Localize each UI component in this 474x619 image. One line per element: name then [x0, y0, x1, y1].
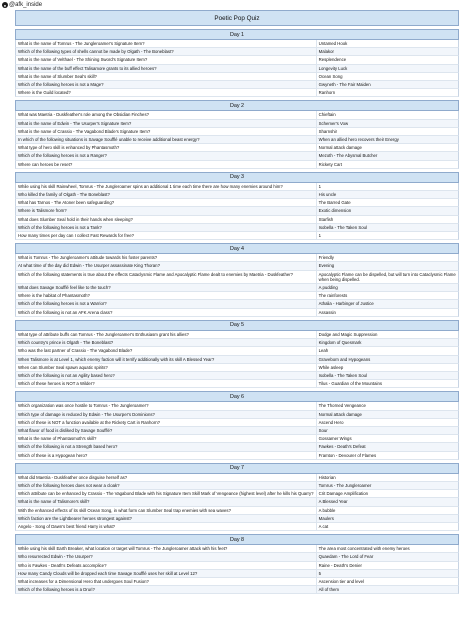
answer-cell: Athalia - Harbinger of Justice — [316, 300, 458, 307]
day-section — [15, 243, 459, 317]
table-row — [15, 183, 459, 191]
table-row — [15, 81, 459, 89]
answer-cell: Sharnshir — [316, 128, 458, 135]
table-row — [15, 553, 459, 561]
answer-cell: All of them — [316, 586, 458, 593]
table-row — [15, 89, 459, 97]
table-row — [15, 443, 459, 451]
answer-cell: Chieftain — [316, 111, 458, 118]
question-cell: While using his skill Earth Breaker, what location or target will Tomrus - The Jungleroamer attack with his feet? — [18, 546, 228, 552]
qa-table — [15, 111, 459, 168]
question-cell: Which of the following heroes is not a Tank? — [18, 224, 102, 230]
answer-cell: Malakor — [316, 48, 458, 55]
table-row — [15, 207, 459, 215]
day-header: Day 5 — [15, 320, 459, 331]
day-header: Day 3 — [15, 172, 459, 183]
answer-cell: Schemer's Vow — [316, 120, 458, 127]
table-row — [15, 419, 459, 427]
table-row — [15, 452, 459, 460]
question-cell: Which of the following statements is true about the effects Cataclysmic Flame and Apocalyptic Flame dealt to enemies by Maetria - Duskfeather? — [18, 271, 294, 277]
answer-cell: Maulers — [316, 515, 458, 522]
question-cell: At what time of the day did Edwin - The Usurper assassinate King Thoran? — [18, 263, 160, 269]
table-row — [15, 48, 459, 56]
question-cell: With the enhanced effects of its skill Ocean Song, in what form can Slumber Seal trap enemies with sea waves? — [18, 507, 231, 513]
day-section — [15, 172, 459, 240]
day-section — [15, 100, 459, 168]
table-row — [15, 65, 459, 73]
answer-cell: Sour — [316, 427, 458, 434]
table-row — [15, 161, 459, 169]
answer-cell: Normal attack damage — [316, 411, 458, 418]
table-row — [15, 435, 459, 443]
table-row — [15, 111, 459, 119]
day-section — [15, 463, 459, 531]
question-cell: Which of these heroes is NOT a Wilder? — [18, 381, 95, 387]
question-cell: Which type of damage is reduced by Edwin - The Usurper's Dominions? — [18, 411, 155, 417]
table-row — [15, 482, 459, 490]
qa-table — [15, 40, 459, 97]
answer-cell: Rickety Cart — [316, 161, 458, 168]
answer-cell: The Thorned Vengeance — [316, 402, 458, 409]
answer-cell: 1 — [316, 183, 458, 190]
answer-cell: A bubble — [316, 507, 458, 514]
answer-cell: While asleep — [316, 364, 458, 371]
question-cell: What is the name of the buff effect Talisamore grants to its allied heroes? — [18, 65, 157, 71]
answer-cell: Apocalyptic Flame can be dispelled, but will turn into Cataclysmic Flame when being dispelled. — [316, 271, 458, 283]
question-cell: What is the name of Talismore's skill? — [18, 499, 90, 505]
answer-cell: A cat — [316, 523, 458, 530]
question-cell: What is Tomrus - The Jungleroamer's attitude towards his foster parents? — [18, 255, 158, 261]
day-section — [15, 534, 459, 594]
table-row — [15, 402, 459, 410]
day-section — [15, 29, 459, 97]
question-cell: What does Slumber Seal hold in their hands when sleeping? — [18, 216, 133, 222]
question-cell: Which faction are the Lightbearer heroes strongest against? — [18, 515, 132, 521]
table-row — [15, 347, 459, 355]
question-cell: Where is the habitat of Phantasmoth? — [18, 293, 90, 299]
table-row — [15, 586, 459, 594]
table-row — [15, 191, 459, 199]
qa-table — [15, 331, 459, 388]
answer-cell: When an allied hero recovers their Energy — [316, 136, 458, 143]
question-cell: What flavor of food is disliked by Savage Soufflé? — [18, 427, 113, 433]
question-cell: In which of the following situations is Savage Soufflé unable to receive additional beast energy? — [18, 137, 200, 143]
question-cell: Which of the following heroes is a Druri? — [18, 587, 95, 593]
table-row — [15, 356, 459, 364]
qa-table — [15, 545, 459, 594]
quiz-sheet — [15, 10, 459, 597]
answer-cell: The area most concentrated with enemy heroes — [316, 545, 458, 552]
table-row — [15, 309, 459, 317]
day-section — [15, 320, 459, 388]
question-cell: What has Tarnos - The Atoner been safeguarding? — [18, 200, 115, 206]
answer-cell: Exotic dimension — [316, 207, 458, 214]
question-cell: Which of the following types of shells cannot be made by Olgath - The Boneblast? — [18, 49, 174, 55]
answer-cell: The Barred Gate — [316, 199, 458, 206]
day-header: Day 8 — [15, 534, 459, 545]
table-row — [15, 411, 459, 419]
answer-cell: Tilus - Guardian of the Mountains — [316, 380, 458, 387]
table-row — [15, 364, 459, 372]
answer-cell: Ranhorn — [316, 89, 458, 96]
qa-table — [15, 402, 459, 459]
table-row — [15, 216, 459, 224]
table-row — [15, 380, 459, 388]
answer-cell: Fawkes - Death's Defeat — [316, 443, 458, 450]
question-cell: Which of the following heroes is not a Ranger? — [18, 153, 107, 159]
table-row — [15, 515, 459, 523]
account-header — [0, 0, 474, 10]
question-cell: Which country's prince is Olgath - The Boneblast? — [18, 340, 114, 346]
account-logo-icon: ● — [3, 2, 7, 8]
question-cell: Which of the following is not an Agility based hero? — [18, 372, 115, 378]
answer-cell: Untamed Hook — [316, 40, 458, 47]
question-cell: Which of the following heroes is not a Warrior? — [18, 301, 107, 307]
answer-cell: 1 — [316, 232, 458, 239]
question-cell: Who killed the family of Olgath - The Boneblast? — [18, 192, 110, 198]
question-cell: Angelo - Song of Dawn's best friend Harry is what? — [18, 523, 116, 529]
question-cell: Which organization was once hostile to Tomrus - The Jungleroamer? — [18, 403, 149, 409]
answer-cell: Assassin — [316, 309, 458, 316]
question-cell: What type of attribute buffs can Tomrus - The Jungleroamer's Enthusiasm grant his allies? — [18, 331, 189, 337]
table-row — [15, 570, 459, 578]
answer-cell: Graveborn and Hypogeans — [316, 356, 458, 363]
table-row — [15, 474, 459, 482]
answer-cell: Dodge and Magic Suppression — [316, 331, 458, 338]
table-row — [15, 136, 459, 144]
answer-cell: Gwyneth - The Fair Maiden — [316, 81, 458, 88]
table-row — [15, 73, 459, 81]
table-row — [15, 152, 459, 160]
question-cell: What was Maetria - Duskfeather's role among the Obsidian Finches? — [18, 112, 149, 118]
table-row — [15, 292, 459, 300]
day-header: Day 6 — [15, 391, 459, 402]
table-row — [15, 40, 459, 48]
question-cell: Where is Talismore from? — [18, 208, 67, 214]
account-handle: @afk_inside — [9, 2, 43, 8]
answer-cell: Evening — [316, 262, 458, 269]
question-cell: What is the name of Velthael - The Shining Sword's Signature Item? — [18, 57, 148, 63]
table-row — [15, 120, 459, 128]
table-row — [15, 128, 459, 136]
answer-cell: Raine - Death's Denier — [316, 562, 458, 569]
table-row — [15, 144, 459, 152]
table-row — [15, 331, 459, 339]
question-cell: Which of these is a Hypogean hero? — [18, 452, 88, 458]
answer-cell: Longevity Luck — [316, 65, 458, 72]
question-cell: What is the name of Phantasmoth's skill? — [18, 436, 97, 442]
table-row — [15, 578, 459, 586]
table-row — [15, 271, 459, 284]
answer-cell: Leah — [316, 347, 458, 354]
table-row — [15, 262, 459, 270]
question-cell: When Talismore is at Level 1, which enemy faction will it terrify additionally with its skill A Blessed Year? — [18, 356, 215, 362]
question-cell: Which of the following is not an AFK Arena class? — [18, 309, 113, 315]
question-cell: Who resurrected Edwin - The Usurper? — [18, 554, 93, 560]
answer-cell: A Blessed Year — [316, 498, 458, 505]
table-row — [15, 300, 459, 308]
table-row — [15, 232, 459, 240]
answer-cell: Framton - Devourer of Flames — [316, 452, 458, 459]
question-cell: What increases for a Dimensional Hero that undergoes Soul Fusion? — [18, 578, 149, 584]
day-header: Day 7 — [15, 463, 459, 474]
question-cell: What did Maetria - Duskfeather once disguise herself as? — [18, 474, 128, 480]
answer-cell: Starfish — [316, 216, 458, 223]
days-container — [15, 29, 459, 594]
question-cell: Where can heroes be reset? — [18, 161, 73, 167]
answer-cell: Resplendence — [316, 56, 458, 63]
table-row — [15, 490, 459, 498]
answer-cell: Isobella - The Taken Soul — [316, 372, 458, 379]
table-row — [15, 339, 459, 347]
answer-cell: Mezoth - The Abysmal Butcher — [316, 152, 458, 159]
day-header: Day 4 — [15, 243, 459, 254]
question-cell: What type of hero skill is enhanced by Phantasmoth? — [18, 145, 120, 151]
question-cell: Which of these is NOT a function available at the Rickety Cart in Ranhorn? — [18, 419, 161, 425]
qa-table — [15, 183, 459, 240]
day-header: Day 1 — [15, 29, 459, 40]
table-row — [15, 199, 459, 207]
question-cell: Which of the following heroes does not wear a cloak? — [18, 482, 120, 488]
question-cell: What is the name of Slumber Seal's skill? — [18, 73, 97, 79]
table-row — [15, 498, 459, 506]
answer-cell: Friendly — [316, 254, 458, 261]
answer-cell: Crit Damage Amplification — [316, 490, 458, 497]
question-cell: What is the name of Tomrus - The Jungleroamer's Signature Item? — [18, 41, 145, 46]
qa-table — [15, 474, 459, 531]
table-row — [15, 523, 459, 531]
day-header: Day 2 — [15, 100, 459, 111]
question-cell: What is the name of Edwin - The Usurper's Signature Item? — [18, 120, 132, 126]
answer-cell: Normal attack damage — [316, 144, 458, 151]
table-row — [15, 372, 459, 380]
answer-cell: 5 — [316, 570, 458, 577]
question-cell: Which of the following is not a Strength based hero? — [18, 444, 118, 450]
day-section — [15, 391, 459, 459]
table-row — [15, 284, 459, 292]
answer-cell: Ascend Hero — [316, 419, 458, 426]
question-cell: What is the name of Crassio - The Vagabond Blade's Signature Item? — [18, 128, 151, 134]
answer-cell: The rainforests — [316, 292, 458, 299]
table-row — [15, 545, 459, 553]
quiz-title: Poetic Pop Quiz — [15, 10, 459, 26]
table-row — [15, 224, 459, 232]
table-row — [15, 562, 459, 570]
answer-cell: Ascension tier and level — [316, 578, 458, 585]
question-cell: Which attribute can be enhanced by Crassio - The Vagabond Blade with his Signature Item Skill Mark of Vengeance (highest level) after he kills his Quarry? — [18, 491, 314, 497]
question-cell: How many Candy Clouds will be dropped each time Savage Soufflé uses her skill at Level 12? — [18, 570, 198, 576]
table-row — [15, 56, 459, 64]
question-cell: Who was the last partner of Crassio - The Vagabond Blade? — [18, 348, 133, 354]
answer-cell: A pudding — [316, 284, 458, 291]
question-cell: How many times per day can I collect Fast Rewards for free? — [18, 233, 135, 239]
qa-table — [15, 254, 459, 317]
answer-cell: Gossamer Wings — [316, 435, 458, 442]
table-row — [15, 254, 459, 262]
question-cell: Where is the Guild located? — [18, 90, 71, 96]
answer-cell: Ocean Song — [316, 73, 458, 80]
question-cell: While using his skill Rainwheel, Tomrus - The Jungleroamer spins an additional 1 time each time there are how many enemies around him? — [18, 183, 283, 189]
answer-cell: His uncle — [316, 191, 458, 198]
question-cell: Which of the following heroes is not a Mage? — [18, 82, 104, 88]
answer-cell: Kingdom of Quesmark — [316, 339, 458, 346]
answer-cell: Isobella - The Taken Soul — [316, 224, 458, 231]
answer-cell: Historian — [316, 474, 458, 481]
question-cell: What does Savage Soufflé feel like to the touch? — [18, 285, 111, 291]
answer-cell: Tomrus - The Jungleroamer — [316, 482, 458, 489]
table-row — [15, 427, 459, 435]
answer-cell: Quaedam - The Lord of Fear — [316, 553, 458, 560]
table-row — [15, 507, 459, 515]
question-cell: When can Slumber Seal spawn aquatic spirits? — [18, 364, 108, 370]
question-cell: Who is Fawkes - Death's Defeats accomplice? — [18, 562, 107, 568]
